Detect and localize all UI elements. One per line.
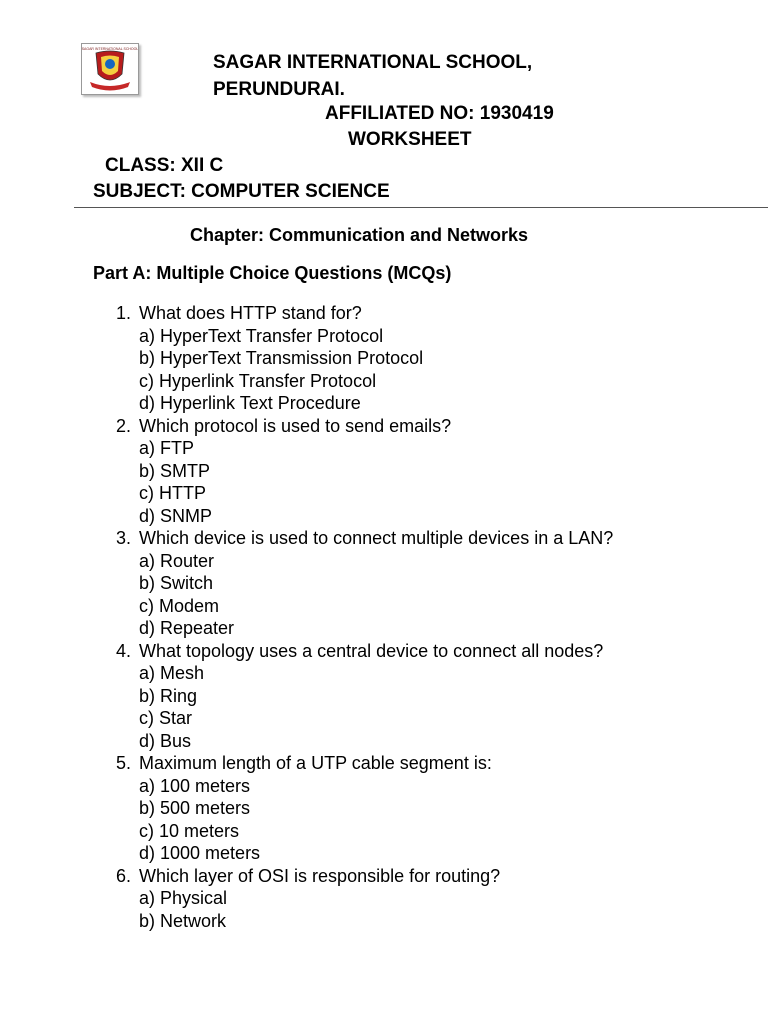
question-item xyxy=(116,415,676,528)
answer-option: d) Repeater xyxy=(139,618,235,638)
question-text: Which device is used to connect multiple devices in a LAN? xyxy=(139,528,614,548)
answer-option: b) Switch xyxy=(139,573,214,593)
question-item xyxy=(116,752,676,865)
answer-option: c) Star xyxy=(139,708,193,728)
question-item xyxy=(116,640,676,753)
question-text: Maximum length of a UTP cable segment is: xyxy=(139,753,492,773)
answer-option: c) 10 meters xyxy=(139,820,240,841)
answer-option: b) SMTP xyxy=(139,460,211,481)
question-number: 4. xyxy=(116,640,132,661)
answer-option: b) Network xyxy=(139,910,227,931)
school-city: PERUNDURAI. xyxy=(213,79,345,100)
class-label: CLASS: XII C xyxy=(105,155,224,176)
question-text: What topology uses a central device to connect all nodes? xyxy=(139,640,604,661)
answer-option: c) HTTP xyxy=(139,483,206,503)
question-number: 6. xyxy=(116,865,132,886)
answer-option: d) 1000 meters xyxy=(139,843,261,863)
answer-option: a) Router xyxy=(139,550,215,571)
answer-option: a) HyperText Transfer Protocol xyxy=(139,325,384,346)
question-text: Which protocol is used to send emails? xyxy=(139,415,452,436)
answer-option: b) HyperText Transmission Protocol xyxy=(139,348,424,368)
school-logo xyxy=(81,43,139,95)
answer-option: d) Bus xyxy=(139,730,192,751)
answer-option: a) Physical xyxy=(139,888,228,908)
question-number: 1. xyxy=(116,303,132,323)
answer-option: a) 100 meters xyxy=(139,775,251,796)
question-item xyxy=(116,865,676,933)
subject-label: SUBJECT: COMPUTER SCIENCE xyxy=(93,181,390,202)
document-type: WORKSHEET xyxy=(348,129,472,150)
question-item xyxy=(116,527,676,640)
answer-option: c) Hyperlink Transfer Protocol xyxy=(139,370,377,391)
answer-option: c) Modem xyxy=(139,595,220,616)
logo-lettering: SAGAR INTERNATIONAL SCHOOL xyxy=(82,47,138,51)
part-title: Part A: Multiple Choice Questions (MCQs) xyxy=(93,263,452,283)
question-number: 5. xyxy=(116,753,132,773)
chapter-title: Chapter: Communication and Networks xyxy=(190,225,529,245)
answer-option: d) SNMP xyxy=(139,505,213,526)
question-number: 2. xyxy=(116,415,132,436)
answer-option: d) Hyperlink Text Procedure xyxy=(139,393,361,413)
answer-option: a) FTP xyxy=(139,438,195,458)
question-item xyxy=(116,302,676,415)
answer-option: b) Ring xyxy=(139,685,198,706)
header-divider xyxy=(74,207,768,208)
question-text: What does HTTP stand for? xyxy=(139,303,362,323)
school-name: SAGAR INTERNATIONAL SCHOOL, xyxy=(213,52,533,73)
answer-option: b) 500 meters xyxy=(139,798,251,818)
question-list xyxy=(116,302,676,932)
question-text: Which layer of OSI is responsible for routing? xyxy=(139,865,501,886)
affiliation-number: AFFILIATED NO: 1930419 xyxy=(325,103,554,124)
answer-option: a) Mesh xyxy=(139,663,205,683)
question-number: 3. xyxy=(116,528,132,548)
